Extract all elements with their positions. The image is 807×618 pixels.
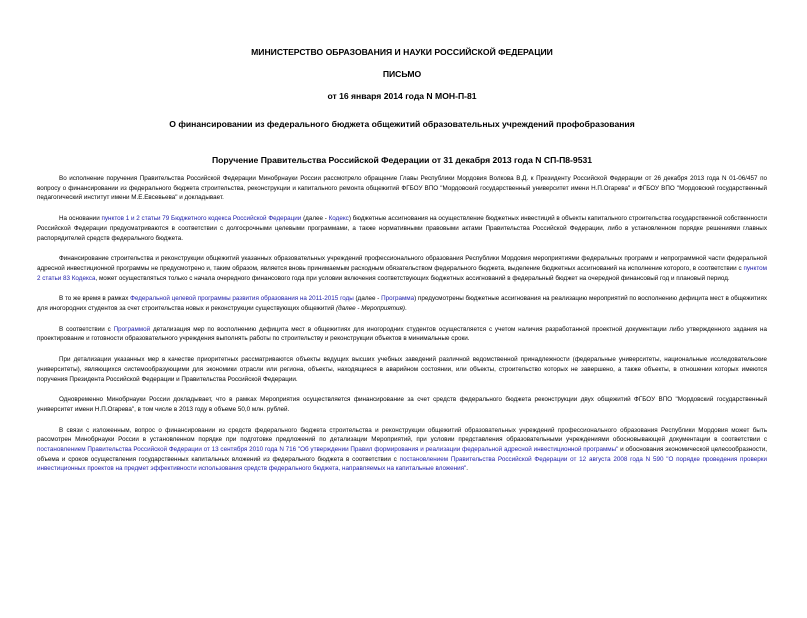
document-body xyxy=(37,174,767,474)
government-instruction: Поручение Правительства Российской Федерации от 31 декабря 2013 года N СП-П8-9531 xyxy=(211,155,593,165)
paragraph-text: ) предусмотрены бюджетные ассигнования на реализацию мероприятий по восполнению дефицита мест в общежитиях для иногородних студентов за счет строительства новых и реконструкции существующих общежитий xyxy=(37,295,768,313)
paragraph-5 xyxy=(37,325,767,344)
paragraph-text: В то же время в рамках xyxy=(59,295,131,303)
document-number: от 16 января 2014 года N МОН-П-81 xyxy=(327,91,477,101)
paragraph-text: Финансирование строительства и реконструкции общежитий указанных образовательных учреждений профессионального образования Республики Мордовия мероприятиями федеральных программ и непрограммной части федеральной адресной инвестиционной программы не предусмотрено и, таким образом, является вновь принимаемым расходным обязательством федерального бюджета, выделение бюджетных ассигнований на исполнение которого, в соответствии с xyxy=(37,255,767,272)
budget-code-articles-link[interactable]: пунктов 1 и 2 статьи 79 Бюджетного кодекса Российской Федерации xyxy=(101,215,302,223)
program-reference-link[interactable]: Программой xyxy=(113,325,151,333)
document-page xyxy=(0,47,807,618)
resolution-590-link[interactable]: постановлением Правительства Российской Федерации от 12 августа 2008 года N 590 "О порядке проведения проверки инвестиционных проектов на предмет эффективности использования средств федерального бюджета, направляемых на капитальные вложения" xyxy=(37,455,767,473)
paragraph-8 xyxy=(37,426,767,475)
paragraph-7: Одновременно Минобрнауки России докладывает, что в рамках Мероприятия осуществляется финансирование за счет средств федерального бюджета реконструкции двух общежитий ФГБОУ ВПО "Мордовский государственный университет имени Н.П.Огарева", в том числе в 2013 году в объеме 50,0 млн. рублей. xyxy=(37,396,767,413)
paragraph-6: При детализации указанных мер в качестве приоритетных рассматриваются объекты ведущих высших учебных заведений различной ведомственной принадлежности (федеральные университеты, национальные исследовательские университеты), являющихся системообразующими для экономики отрасли или региона, объекты, находящиеся в аварийном состоянии, или объекты, строительство которых не завершено, а также объекты, в отношении которых имеются поручения Президента Российской Федерации и Правительства Российской Федерации. xyxy=(37,356,767,383)
paragraph-text: В связи с изложенным, вопрос о финансировании из средств федерального бюджета строительства и реконструкции общежитий образовательных учреждений профессионального образования Республики Мордовия может быть рассмотрен Минобрнауки России в установленном порядке при подготовке предложений по детализации Мероприятий, при условии представления образовательными учреждениями обосновывающей документации в соответствии с xyxy=(37,426,767,444)
resolution-716-link[interactable]: постановлением Правительства Российской Федерации от 13 сентября 2010 года N 716 "Об утверждении Правил формирования и реализации федеральной адресной инвестиционной программы" xyxy=(37,446,619,454)
program-link[interactable]: Программа xyxy=(381,295,415,303)
paragraph-italic-text: (далее - Мероприятия) xyxy=(336,305,405,313)
paragraph-text: На основании xyxy=(59,215,102,223)
paragraph-text: ) бюджетные ассигнования на осуществление бюджетных инвестиций в объекты капитального строительства государственной собственности Российской Федерации предусматриваются в соответствии с долгосрочными целевыми программами, а также нормативными правовыми актами Правительства Российской Федерации, либо в установленном порядке решениями главных распорядителей средств федерального бюджета. xyxy=(37,215,768,242)
paragraph-text: . xyxy=(466,465,469,473)
paragraph-text: и обоснования экономической целесообразности, объема и сроков осуществления государственных капитальных вложений из федерального бюджета в соответствии с xyxy=(37,446,768,463)
paragraph-text: детализация мер по восполнению дефицита мест в общежитиях для иногородних студентов осуществляется с учетом наличия разработанной проектной документации либо утвержденного задания на проектирование и готовности образовательного учреждения выполнять работы по строительству и реконструкции объектов в минимальные сроки. xyxy=(37,325,767,343)
federal-program-link[interactable]: Федеральной целевой программы развития образования на 2011-2015 годы xyxy=(130,295,354,303)
code-link[interactable]: Кодекс xyxy=(328,215,349,223)
paragraph-text: (далее - xyxy=(301,215,329,223)
paragraph-1: Во исполнение поручения Правительства Российской Федерации Минобрнауки России рассмотрело обращение Главы Республики Мордовия Волкова В.Д. к Президенту Российской Федерации от 26 декабря 2013 года N 01-06/457 по вопросу о финансировании из федерального бюджета строительства, реконструкции и капитального ремонта общежитий ФГБОУ ВПО "Мордовский государственный университет имени Н.П.Огарева" и ФГБОУ ВПО "Мордовский государственный педагогический институт имени М.Е.Евсевьева" и докладывает. xyxy=(37,175,767,202)
paragraph-text: . xyxy=(405,305,407,313)
paragraph-text: , может осуществляться только с начала очередного финансового года при условии включения соответствующих бюджетных ассигнований в федеральный бюджет на очередной финансовый год и плановый период. xyxy=(95,274,730,282)
paragraph-text: В соответствии с xyxy=(59,325,114,333)
paragraph-2 xyxy=(37,214,767,243)
document-type: ПИСЬМО xyxy=(382,69,422,79)
paragraph-text: (далее - xyxy=(353,295,382,303)
paragraph-3 xyxy=(37,254,767,283)
document-subject: О финансировании из федерального бюджета общежитий образовательных учреждений профобразования xyxy=(169,119,635,129)
ministry-name: МИНИСТЕРСТВО ОБРАЗОВАНИЯ И НАУКИ РОССИЙСКОЙ ФЕДЕРАЦИИ xyxy=(251,47,553,57)
code-article-83-link[interactable]: пунктом 2 статьи 83 Кодекса xyxy=(37,264,767,282)
paragraph-4 xyxy=(37,294,767,313)
